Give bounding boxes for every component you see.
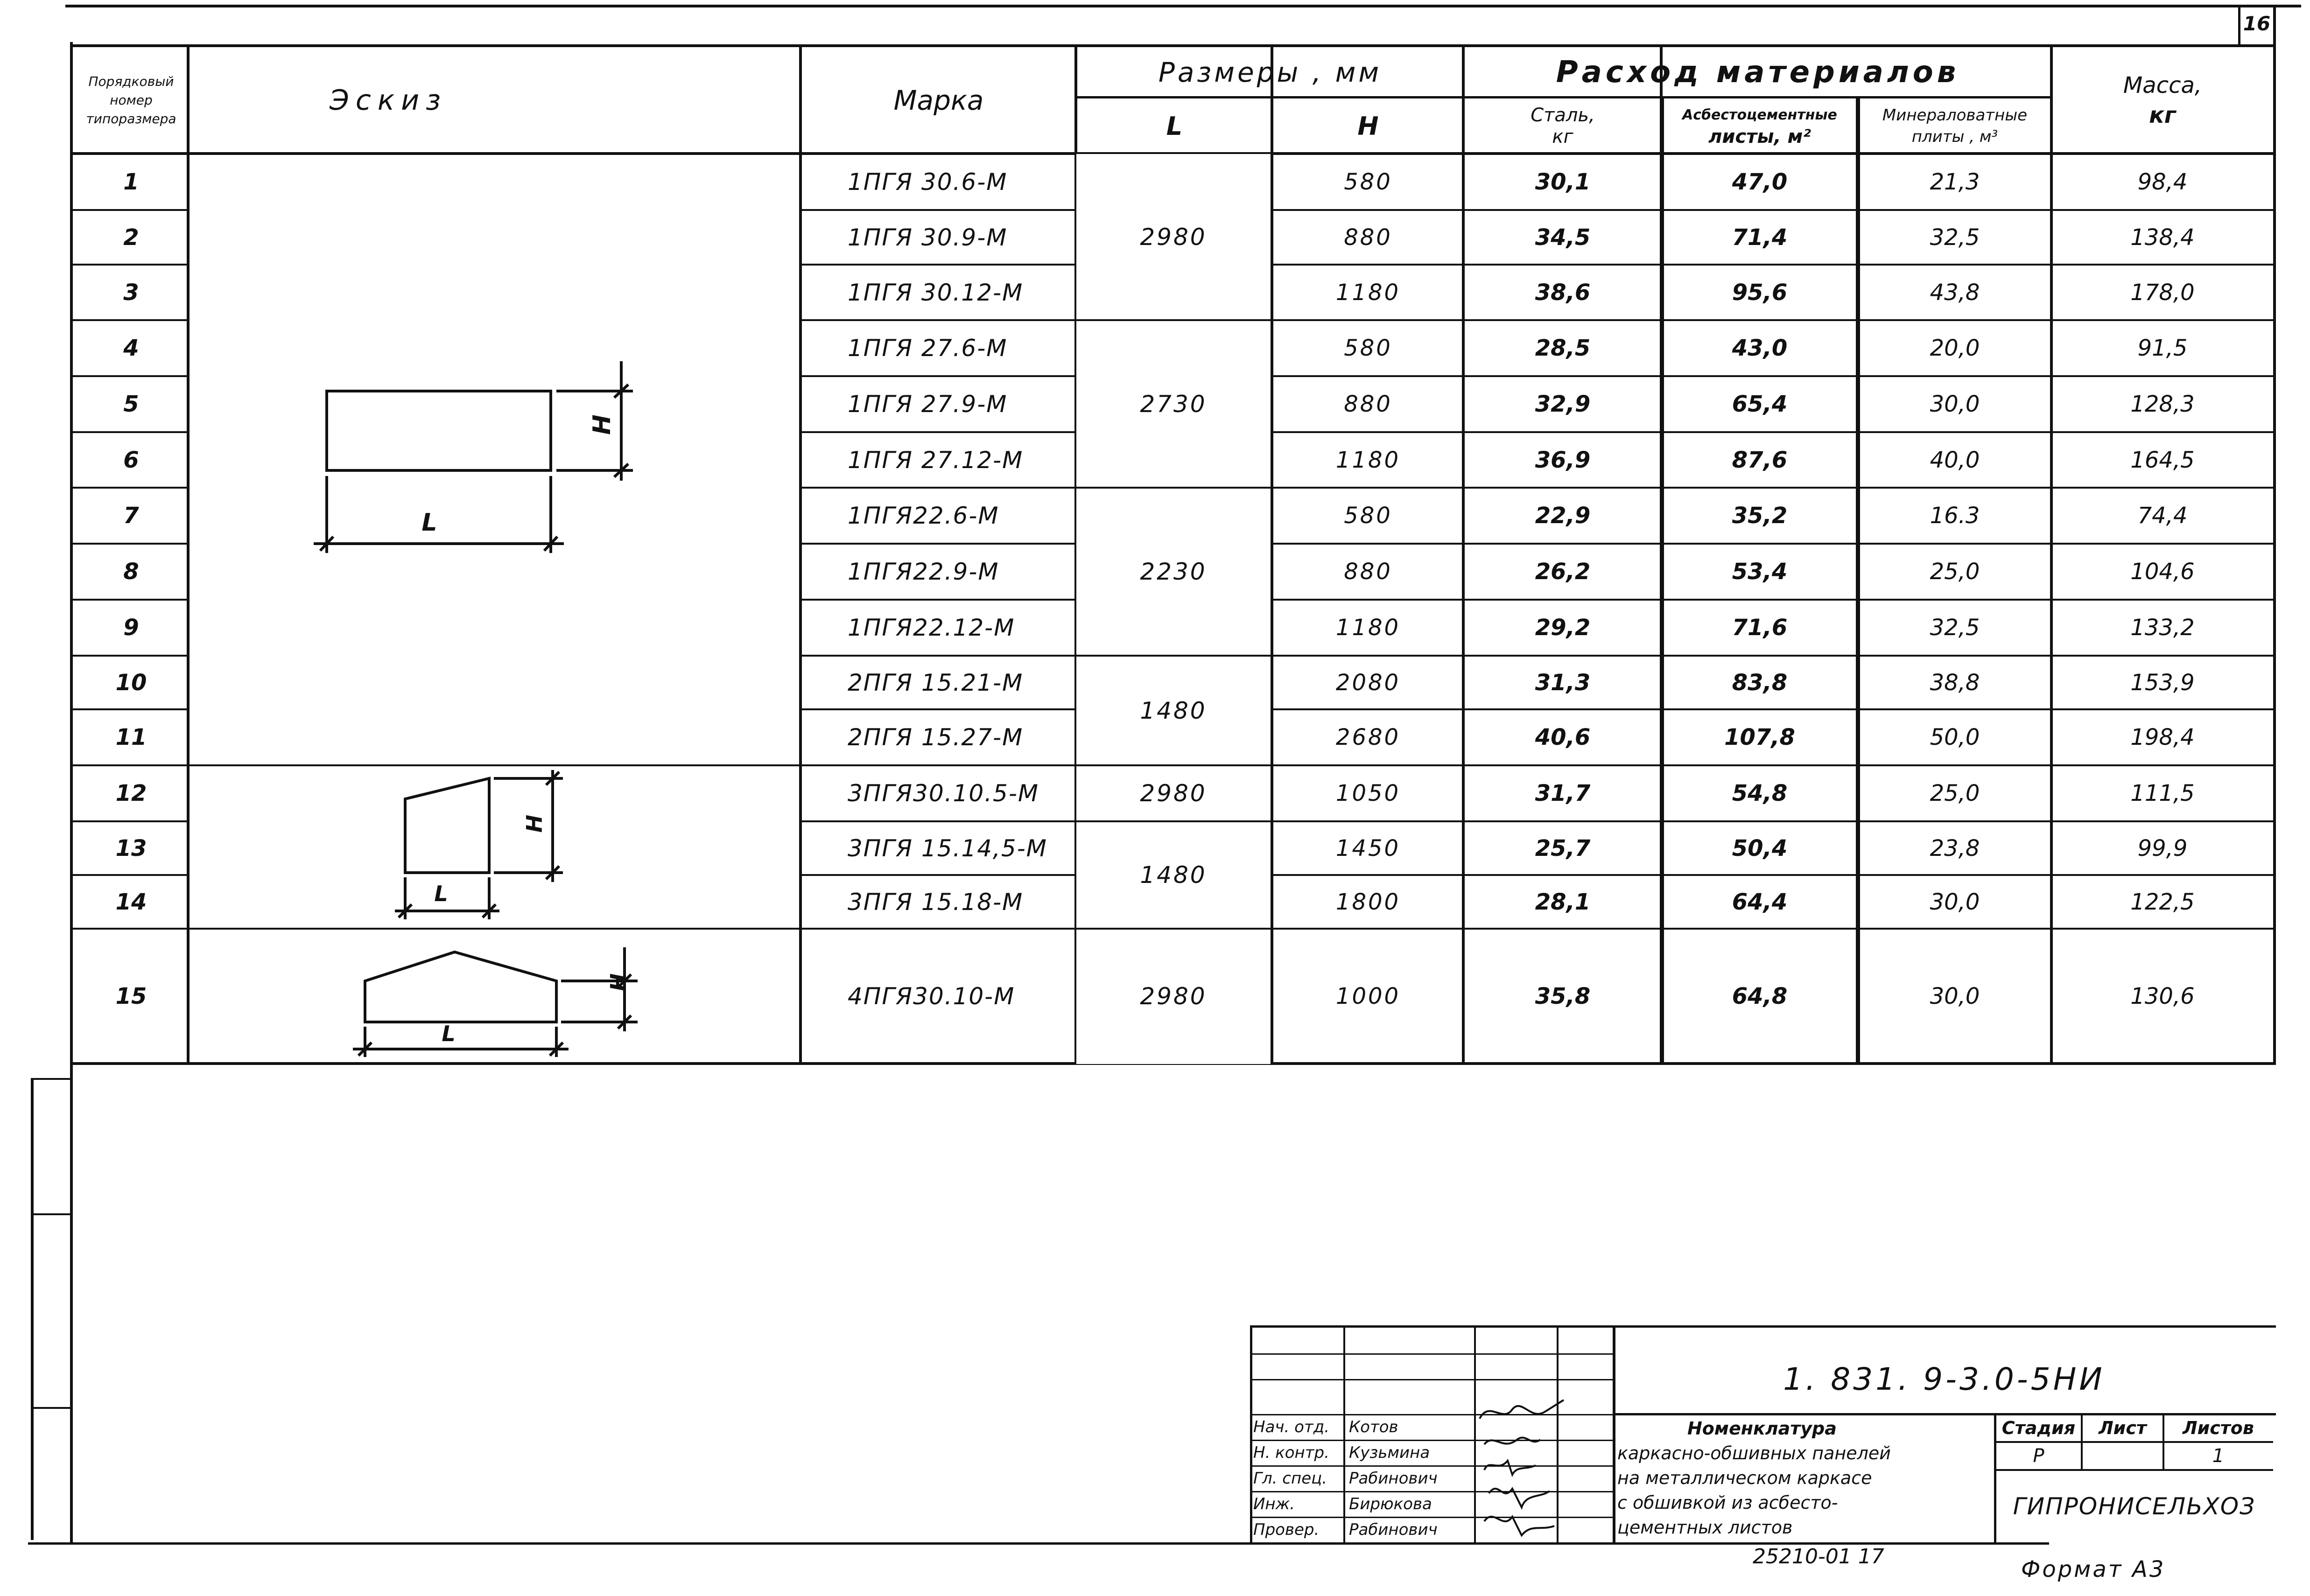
row-5-mark: 1ПГЯ 27.9-М bbox=[848, 391, 1008, 418]
row-7-mass: 74,4 bbox=[2137, 503, 2188, 529]
row-11-mineral: 50,0 bbox=[1930, 724, 1980, 750]
row-2-mass: 138,4 bbox=[2130, 224, 2195, 251]
row-6-asbestos: 87,6 bbox=[1732, 447, 1788, 473]
title-line4: с обшивкой из асбесто- bbox=[1617, 1492, 1838, 1513]
row-14-mass: 122,5 bbox=[2130, 889, 2195, 915]
row-11-asbestos: 107,8 bbox=[1724, 724, 1795, 750]
header-mineral-line1: Минераловатные bbox=[1882, 106, 2028, 125]
header-sketch: Эскиз bbox=[330, 84, 448, 117]
L-group-line-4 bbox=[1074, 764, 1272, 766]
L-group-6: 1480 bbox=[1076, 821, 1271, 929]
role-1-title: Нач. отд. bbox=[1253, 1418, 1330, 1436]
role-1-name: Котов bbox=[1349, 1418, 1398, 1436]
row-3-mark: 1ПГЯ 30.12-М bbox=[848, 279, 1024, 306]
header-L: L bbox=[1166, 111, 1183, 141]
document-title bbox=[1617, 1416, 1995, 1542]
row-12-asbestos: 54,8 bbox=[1732, 780, 1788, 806]
header-steel bbox=[1464, 98, 1662, 154]
header-mineral bbox=[1858, 98, 2052, 154]
role-2-name: Кузьмина bbox=[1349, 1443, 1430, 1462]
row-11-mass: 198,4 bbox=[2130, 724, 2195, 750]
L-group-2: 2730 bbox=[1076, 320, 1271, 488]
title-line2: каркасно-обшивных панелей bbox=[1617, 1443, 1891, 1463]
row-13-steel: 25,7 bbox=[1535, 835, 1591, 861]
L-group-5: 2980 bbox=[1076, 765, 1271, 821]
L-group-3: 2230 bbox=[1076, 488, 1271, 656]
row-14-steel: 28,1 bbox=[1535, 889, 1591, 915]
row-1-mark: 1ПГЯ 30.6-М bbox=[848, 168, 1008, 196]
sketch1-L-label: L bbox=[421, 509, 437, 537]
row-5-asbestos: 65,4 bbox=[1732, 391, 1788, 417]
title-line5: цементных листов bbox=[1617, 1517, 1793, 1538]
role-5-name: Рабинович bbox=[1349, 1520, 1438, 1539]
row-3-index: 3 bbox=[123, 279, 139, 306]
sketch2-H-label: H bbox=[522, 814, 547, 833]
row-11-H: 2680 bbox=[1335, 724, 1401, 750]
row-6-H: 1180 bbox=[1335, 447, 1401, 473]
margin-tick-1 bbox=[31, 1078, 73, 1080]
row-13-mineral: 23,8 bbox=[1930, 835, 1980, 861]
row-11-steel: 40,6 bbox=[1535, 724, 1591, 750]
row-15-asbestos: 64,8 bbox=[1732, 983, 1788, 1009]
row-11-index: 11 bbox=[115, 724, 147, 750]
tb-left-row-1 bbox=[1251, 1379, 1615, 1380]
row-8-mark: 1ПГЯ22.9-М bbox=[848, 558, 999, 585]
row-9-H: 1180 bbox=[1335, 615, 1401, 641]
row-5-mass: 128,3 bbox=[2130, 391, 2195, 417]
row-4-H: 580 bbox=[1344, 335, 1392, 361]
sheets-value: 1 bbox=[2212, 1445, 2225, 1467]
row-10-mass: 153,9 bbox=[2130, 669, 2195, 696]
sheets-label: Листов bbox=[2183, 1418, 2254, 1438]
L-group-1: 2980 bbox=[1076, 154, 1271, 320]
row-2-H: 880 bbox=[1344, 224, 1392, 251]
row-9-mark: 1ПГЯ22.12-М bbox=[848, 614, 1015, 641]
row-13-mark: 3ПГЯ 15.14,5-М bbox=[848, 834, 1047, 862]
sketch3-L-label: L bbox=[442, 1021, 456, 1046]
row-4-steel: 28,5 bbox=[1535, 335, 1591, 361]
row-10-H: 2080 bbox=[1335, 669, 1401, 696]
sketch3-H-label: H bbox=[606, 973, 631, 992]
row-7-H: 580 bbox=[1344, 503, 1392, 529]
row-4-mass: 91,5 bbox=[2137, 335, 2188, 361]
row-6-mineral: 40,0 bbox=[1930, 447, 1980, 473]
row-8-asbestos: 53,4 bbox=[1732, 559, 1788, 585]
sheet-format: Формат А3 bbox=[2021, 1556, 2166, 1582]
header-index-line3: типоразмера bbox=[86, 111, 176, 126]
header-mass-line1: Масса, bbox=[2123, 72, 2202, 98]
header-H: H bbox=[1357, 111, 1379, 141]
role-3-name: Рабинович bbox=[1349, 1469, 1438, 1488]
row-6-mark: 1ПГЯ 27.12-М bbox=[848, 446, 1024, 474]
margin-line bbox=[31, 1078, 34, 1540]
row-15-H: 1000 bbox=[1335, 983, 1401, 1009]
row-9-asbestos: 71,6 bbox=[1732, 615, 1788, 641]
row-1-index: 1 bbox=[123, 169, 139, 195]
row-8-steel: 26,2 bbox=[1535, 559, 1591, 585]
header-mass bbox=[2052, 47, 2273, 154]
row-8-H: 880 bbox=[1344, 559, 1392, 585]
header-sizes: Размеры , мм bbox=[1158, 56, 1382, 88]
row-2-asbestos: 71,4 bbox=[1732, 224, 1788, 251]
row-14-asbestos: 64,4 bbox=[1732, 889, 1788, 915]
row-2-mark: 1ПГЯ 30.9-М bbox=[848, 224, 1008, 251]
row-4-index: 4 bbox=[123, 335, 139, 361]
row-1-mineral: 21,3 bbox=[1930, 169, 1980, 195]
row-14-mark: 3ПГЯ 15.18-М bbox=[848, 888, 1024, 916]
row-5-mineral: 30,0 bbox=[1930, 391, 1980, 417]
row-15-steel: 35,8 bbox=[1535, 983, 1591, 1009]
row-12-index: 12 bbox=[115, 780, 147, 806]
row-7-mineral: 16.3 bbox=[1930, 503, 1980, 529]
margin-tick-3 bbox=[31, 1407, 73, 1409]
sheet-number: 16 bbox=[2243, 12, 2271, 35]
row-3-asbestos: 95,6 bbox=[1732, 279, 1788, 306]
row-7-mark: 1ПГЯ22.6-М bbox=[848, 502, 999, 529]
header-asbestos-line2: листы, м² bbox=[1708, 126, 1811, 147]
row-15-mineral: 30,0 bbox=[1930, 983, 1980, 1009]
row-8-index: 8 bbox=[123, 559, 139, 585]
tb-left-row-0 bbox=[1251, 1353, 1615, 1355]
row-12-mark: 3ПГЯ30.10.5-М bbox=[848, 780, 1039, 807]
row-14-index: 14 bbox=[115, 889, 147, 915]
sheet-value bbox=[2082, 1442, 2163, 1470]
title-line3: на металлическом каркасе bbox=[1617, 1468, 1872, 1488]
frame-right-line bbox=[2273, 5, 2276, 1064]
row-9-steel: 29,2 bbox=[1535, 615, 1591, 641]
L-group-7: 2980 bbox=[1076, 929, 1271, 1064]
row-6-mass: 164,5 bbox=[2130, 447, 2195, 473]
signatures bbox=[1470, 1395, 1568, 1549]
L-group-line-5 bbox=[1074, 820, 1272, 822]
role-3-title: Гл. спец. bbox=[1253, 1469, 1327, 1488]
L-group-line-6 bbox=[1074, 928, 1272, 930]
row-10-asbestos: 83,8 bbox=[1732, 669, 1788, 696]
row-6-steel: 36,9 bbox=[1535, 447, 1591, 473]
role-4-name: Бирюкова bbox=[1349, 1495, 1432, 1513]
row-4-mark: 1ПГЯ 27.6-М bbox=[848, 335, 1008, 362]
header-mineral-line2: плиты , м³ bbox=[1911, 127, 1998, 146]
header-asbestos bbox=[1662, 98, 1858, 154]
row-5-H: 880 bbox=[1344, 391, 1392, 417]
row-3-mass: 178,0 bbox=[2130, 279, 2195, 306]
row-2-index: 2 bbox=[123, 224, 139, 251]
header-index-line1: Порядковый bbox=[88, 74, 174, 89]
row-11-mark: 2ПГЯ 15.27-М bbox=[848, 724, 1024, 751]
row-4-mineral: 20,0 bbox=[1930, 335, 1980, 361]
row-9-mass: 133,2 bbox=[2130, 615, 2195, 641]
row-12-H: 1050 bbox=[1335, 780, 1401, 806]
row-6-index: 6 bbox=[123, 447, 139, 473]
header-mass-line2: кг bbox=[2149, 102, 2176, 128]
document-code: 1. 831. 9-3.0-5НИ bbox=[1783, 1361, 2105, 1397]
role-5-title: Провер. bbox=[1253, 1520, 1320, 1539]
row-10-steel: 31,3 bbox=[1535, 669, 1591, 696]
row-13-H: 1450 bbox=[1335, 835, 1401, 861]
L-group-line-1 bbox=[1074, 319, 1272, 321]
header-steel-line2: кг bbox=[1552, 126, 1573, 147]
frame-top-line bbox=[65, 5, 2301, 7]
row-2-steel: 34,5 bbox=[1535, 224, 1591, 251]
row-15-mark: 4ПГЯ30.10-М bbox=[848, 983, 1015, 1010]
role-2-title: Н. контр. bbox=[1253, 1443, 1329, 1462]
header-steel-line1: Сталь, bbox=[1531, 105, 1595, 126]
row-9-mineral: 32,5 bbox=[1930, 615, 1980, 641]
row-5-steel: 32,9 bbox=[1535, 391, 1591, 417]
row-1-steel: 30,1 bbox=[1535, 169, 1591, 195]
row-5-index: 5 bbox=[123, 391, 139, 417]
L-group-line-3 bbox=[1074, 655, 1272, 657]
row-7-index: 7 bbox=[123, 503, 139, 529]
stage-label: Стадия bbox=[2001, 1418, 2076, 1438]
tb-left bbox=[1250, 1325, 1252, 1545]
tb-top bbox=[1251, 1325, 2276, 1328]
row-7-asbestos: 35,2 bbox=[1732, 503, 1788, 529]
organization-name: ГИПРОНИСЕЛЬХОЗ bbox=[2013, 1492, 2256, 1520]
row-13-mass: 99,9 bbox=[2137, 835, 2188, 861]
row-13-index: 13 bbox=[115, 835, 147, 861]
sketch1-H-label: H bbox=[588, 414, 616, 435]
row-15-index: 15 bbox=[115, 983, 147, 1009]
row-8-mass: 104,6 bbox=[2130, 559, 2195, 585]
footer-number: 25210-01 17 bbox=[1753, 1545, 1884, 1568]
sketch-sloped-panel bbox=[190, 765, 801, 929]
row-4-asbestos: 43,0 bbox=[1732, 335, 1788, 361]
row-1-asbestos: 47,0 bbox=[1732, 169, 1788, 195]
row-3-steel: 38,6 bbox=[1535, 279, 1591, 306]
header-index bbox=[73, 47, 190, 154]
header-consumption: Расход материалов bbox=[1556, 55, 1960, 90]
row-12-mineral: 25,0 bbox=[1930, 780, 1980, 806]
row-1-mass: 98,4 bbox=[2137, 169, 2188, 195]
row-12-steel: 31,7 bbox=[1535, 780, 1591, 806]
sketch-gable-panel bbox=[190, 929, 801, 1064]
row-15-mass: 130,6 bbox=[2130, 983, 2195, 1009]
row-13-asbestos: 50,4 bbox=[1732, 835, 1788, 861]
sheet-label: Лист bbox=[2099, 1418, 2147, 1438]
tb-col-role bbox=[1343, 1325, 1345, 1545]
sketch-rectangular-panel bbox=[190, 154, 801, 765]
row-3-H: 1180 bbox=[1335, 279, 1401, 306]
row-10-mark: 2ПГЯ 15.21-М bbox=[848, 669, 1024, 696]
title-line1: Номенклатура bbox=[1687, 1418, 1837, 1439]
row-12-mass: 111,5 bbox=[2130, 780, 2195, 806]
stage-value: Р bbox=[2033, 1445, 2044, 1467]
L-group-line-2 bbox=[1074, 487, 1272, 489]
row-9-index: 9 bbox=[123, 615, 139, 641]
margin-tick-2 bbox=[31, 1213, 73, 1215]
row-10-mineral: 38,8 bbox=[1930, 669, 1980, 696]
header-asbestos-line1: Асбестоцементные bbox=[1682, 107, 1837, 123]
row-3-mineral: 43,8 bbox=[1930, 279, 1980, 306]
row-2-mineral: 32,5 bbox=[1930, 224, 1980, 251]
row-14-mineral: 30,0 bbox=[1930, 889, 1980, 915]
row-8-mineral: 25,0 bbox=[1930, 559, 1980, 585]
row-7-steel: 22,9 bbox=[1535, 503, 1591, 529]
role-4-title: Инж. bbox=[1253, 1495, 1295, 1513]
row-14-H: 1800 bbox=[1335, 889, 1401, 915]
row-10-index: 10 bbox=[115, 669, 147, 696]
header-mark: Марка bbox=[893, 84, 984, 116]
header-index-line2: номер bbox=[110, 92, 153, 108]
row-1-H: 580 bbox=[1344, 169, 1392, 195]
frame-bottom-line bbox=[28, 1542, 2049, 1545]
L-group-4: 1480 bbox=[1076, 656, 1271, 765]
sketch2-L-label: L bbox=[434, 881, 448, 906]
